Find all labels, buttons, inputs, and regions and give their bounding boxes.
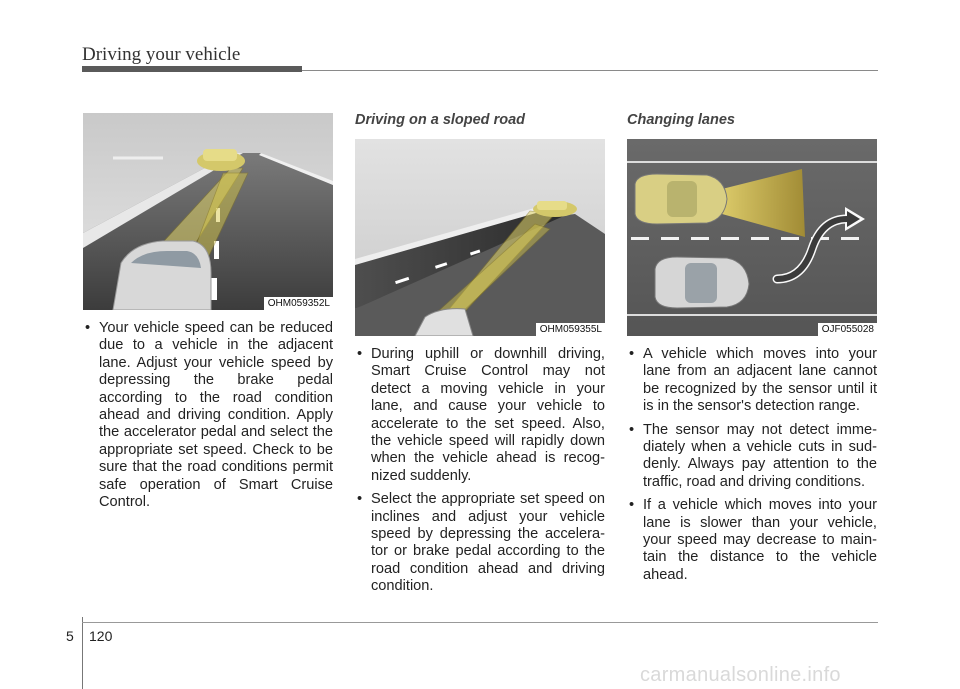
section-title: Changing lanes — [627, 112, 735, 128]
sloped-road-illustration — [355, 139, 605, 336]
figure-code: OHM059352L — [264, 297, 333, 310]
column-changing-lanes — [627, 113, 877, 590]
list-item: • During uphill or downhill driving, Smart Cruise Control may not detect a moving vehicle in your lane, and cause your vehicle to accelerate to the set speed. Also, the vehicle speed will rapidly down when the vehicle ahead is recog-nized suddenly. — [355, 346, 605, 485]
bullet-list — [627, 346, 877, 584]
figure-adjacent-lane — [83, 113, 333, 310]
figure-code: OJF055028 — [818, 323, 877, 336]
list-item: • Select the appropriate set speed on inclines and adjust your vehicle speed by depressing the accelera-tor or brake pedal according to the road condition ahead and driving condition. — [355, 491, 605, 595]
footer-horizontal-rule — [82, 622, 878, 623]
section-title: Driving on a sloped road — [355, 112, 525, 128]
page-title: Driving your vehicle — [82, 44, 241, 65]
list-item: • If a vehicle which moves into your lane is slower than your vehicle, your speed may decrease to main-tain the distance to the vehicle ahead. — [627, 497, 877, 584]
adjacent-lane-illustration — [83, 113, 333, 310]
column-adjacent-lane — [83, 113, 333, 517]
chapter-number: 5 — [66, 628, 74, 644]
column-sloped-road — [355, 113, 605, 602]
watermark: carmanualsonline.info — [640, 664, 841, 686]
changing-lanes-illustration — [627, 139, 877, 336]
figure-code: OHM059355L — [536, 323, 605, 336]
list-item: • Your vehicle speed can be reduced due to a vehicle in the adjacent lane. Adjust your vehicle speed by depressing the brake pedal according to the road condition ahead and driving condition. Apply the accelerator pedal and select the appropriate set speed. Check to be sure that the road conditions permit safe operation of Smart Cruise Control. — [83, 320, 333, 511]
footer-vertical-rule — [82, 617, 83, 689]
bullet-list — [83, 320, 333, 511]
list-item: • A vehicle which moves into your lane from an adjacent lane cannot be recognized by the sensor until it is in the sensor's detection range. — [627, 346, 877, 416]
list-item: • The sensor may not detect imme-diately when a vehicle cuts in sud-denly. Always pay attention to the traffic, road and driving conditions. — [627, 422, 877, 492]
header-rule-thick — [82, 66, 302, 72]
figure-sloped-road — [355, 139, 605, 336]
header-rule-thin — [302, 70, 878, 71]
bullet-list — [355, 346, 605, 596]
page-number: 120 — [89, 628, 113, 644]
figure-changing-lanes — [627, 139, 877, 336]
